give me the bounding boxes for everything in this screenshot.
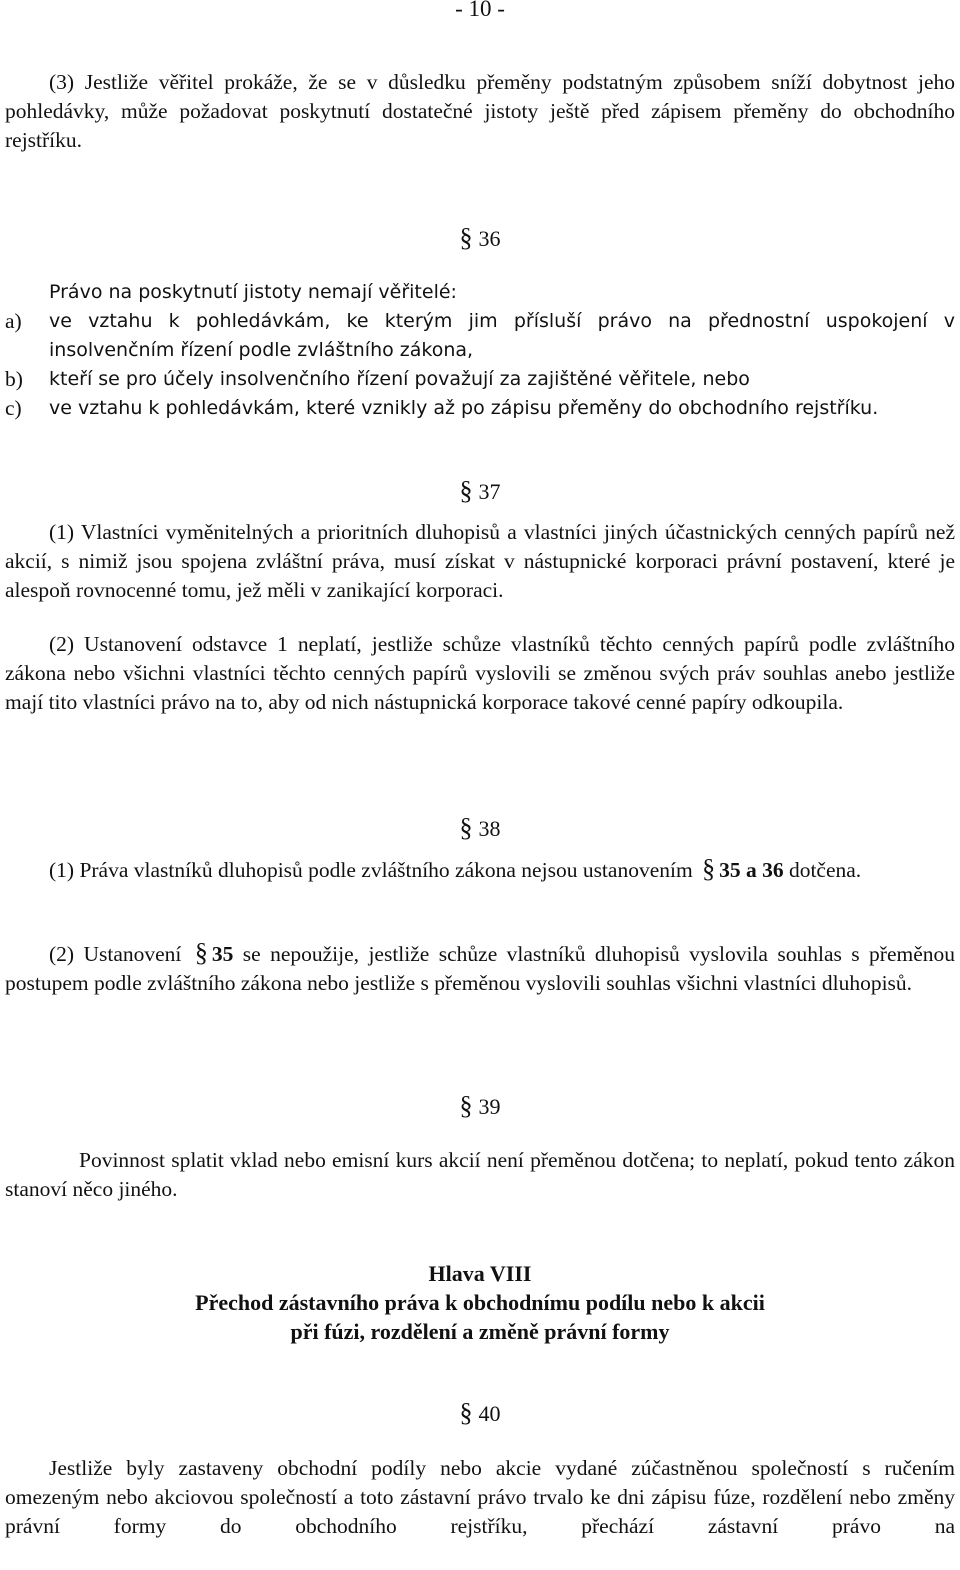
section-number: 37 bbox=[478, 479, 501, 504]
section-heading-38 bbox=[0, 813, 960, 843]
section-reference: 35 bbox=[211, 942, 234, 966]
section-symbol: § bbox=[702, 854, 716, 883]
page-number: - 10 - bbox=[455, 0, 505, 21]
chapter-heading: Hlava VIII bbox=[428, 1261, 532, 1286]
section-symbol: § bbox=[459, 813, 473, 842]
section-number: 39 bbox=[478, 1094, 501, 1119]
chapter-title-line-1: Přechod zástavního práva k obchodnímu podílu nebo k akcii bbox=[195, 1290, 765, 1315]
section-symbol: § bbox=[459, 476, 473, 505]
paragraph-text: (2) Ustanovení bbox=[49, 942, 182, 966]
list-item-text: kteří se pro účely insolvenčního řízení považují za zajištěné věřitele, nebo bbox=[49, 368, 750, 390]
section-38-paragraph-2 bbox=[5, 938, 955, 998]
section-reference: 35 a 36 bbox=[719, 858, 784, 882]
section-36-intro: Právo na poskytnutí jistoty nemají věřitelé: bbox=[49, 281, 457, 303]
section-number: 38 bbox=[478, 816, 501, 841]
paragraph-text: se nepoužije, jestliže schůze vlastníků dluhopisů vyslovila souhlas s přeměnou postupem podle zvláštního zákona nebo jestliže s přeměnou vyslovili souhlas všichni vlastníci dluhopisů. bbox=[5, 942, 956, 995]
section-heading-39 bbox=[0, 1091, 960, 1121]
section-number: 40 bbox=[478, 1401, 501, 1426]
section-symbol: § bbox=[459, 1091, 473, 1120]
section-number: 36 bbox=[478, 226, 501, 251]
section-39-paragraph: Povinnost splatit vklad nebo emisní kurs akcií není přeměnou dotčena; to neplatí, pokud tento zákon stanoví něco jiného. bbox=[5, 1148, 955, 1201]
paragraph-3: (3) Jestliže věřitel prokáže, že se v důsledku přeměny podstatným způsobem sníží dobytnost jeho pohledávky, může požadovat poskytnutí dostatečné jistoty ještě před zápisem přeměny do obchodního rejstříku. bbox=[5, 70, 955, 152]
section-symbol: § bbox=[194, 938, 208, 967]
list-marker: b) bbox=[5, 367, 23, 391]
section-37-paragraph-2: (2) Ustanovení odstavce 1 neplatí, jestliže schůze vlastníků těchto cenných papírů podle zvláštního zákona nebo všichni vlastníci těchto cenných papírů vyslovili se změnou svých práv souhlas anebo jestliže mají tito vlastníci právo na to, aby od nich nástupnická korporace takové cenné papíry odkoupila. bbox=[5, 632, 955, 714]
list-item-text: ve vztahu k pohledávkám, které vznikly až po zápisu přeměny do obchodního rejstříku. bbox=[49, 397, 879, 419]
paragraph-text: dotčena. bbox=[788, 858, 862, 882]
section-heading-37 bbox=[0, 476, 960, 506]
section-symbol: § bbox=[459, 1398, 473, 1427]
chapter-title-line-2: při fúzi, rozdělení a změně právní formy bbox=[290, 1319, 670, 1344]
section-40-paragraph: Jestliže byly zastaveny obchodní podíly nebo akcie vydané zúčastněnou společností s ručením omezeným nebo akciovou společností a toto zástavní právo trvalo ke dni zápisu fúze, rozdělení nebo změny právní formy do obchodního rejstříku, přechází zástavní právo na bbox=[5, 1456, 955, 1538]
list-marker: a) bbox=[5, 309, 22, 333]
list-item-text: ve vztahu k pohledávkám, ke kterým jim přísluší právo na přednostní uspokojení v insolvenčním řízení podle zvláštního zákona, bbox=[49, 310, 955, 361]
section-heading-40 bbox=[0, 1398, 960, 1428]
list-marker: c) bbox=[5, 396, 22, 420]
paragraph-text: (1) Práva vlastníků dluhopisů podle zvláštního zákona nejsou ustanovením bbox=[49, 858, 693, 882]
section-symbol: § bbox=[459, 223, 473, 252]
section-38-paragraph-1 bbox=[5, 854, 955, 885]
section-heading-36 bbox=[0, 223, 960, 253]
section-37-paragraph-1: (1) Vlastníci vyměnitelných a prioritních dluhopisů a vlastníci jiných účastnických cenných papírů než akcií, s nimiž jsou spojena zvláštní práva, musí získat v nástupnické korporaci právní postavení, které je alespoň rovnocenné tomu, jež měli v zanikající korporaci. bbox=[5, 520, 955, 602]
